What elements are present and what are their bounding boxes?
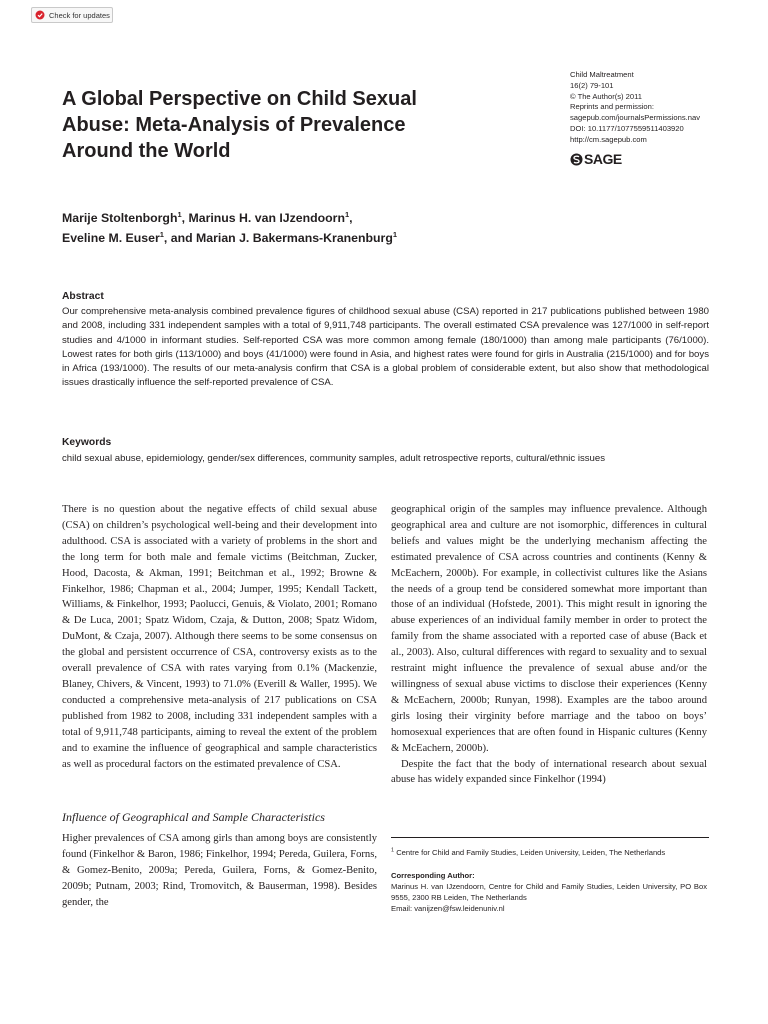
author-name: Marinus H. van IJzendoorn — [188, 211, 345, 225]
check-updates-icon — [35, 10, 45, 20]
sage-wordmark: SAGE — [584, 151, 622, 167]
body-column-right — [391, 502, 707, 788]
affiliation-footnote — [391, 848, 707, 859]
footnotes — [391, 848, 707, 915]
sage-swirl-icon — [570, 153, 583, 166]
journal-name: Child Maltreatment — [570, 70, 634, 79]
doi[interactable]: DOI: 10.1177/1077559511403920 — [570, 123, 684, 133]
affiliation-mark: 1 — [177, 209, 182, 219]
body-paragraph: geographical origin of the samples may influence prevalence. Although geographical area and culture are not isomorphic, differences in cultural beliefs and values might be the underlying mechanism affecting the estimated prevalence of CSA across countries and continents (Kenny & McEachern, 2000b). For example, in collectivist cultures like the Asians the needs of a group tend be considered somewhat more important than those of an individual (Hofstede, 2001). This might result in ignoring the abuse experiences of an individual family member in order to protect the family from the shame associated with a reported case of abuse (Back et al., 2003). Also, cultural differences with regard to sexuality and to sexual restraint might influence the prevalence of sexual abuse and/or the willingness of sexual abuse victims to disclose their experiences (Kenny & McEachern, 2000b; Runyan, 1998). Examples are the taboo around girls losing their virginity before marriage and the taboo on boys’ homosexual experiences that are often found in Hispanic cultures (Kenny & McEachern, 2000b). — [391, 504, 707, 754]
affiliation-mark: 1 — [159, 229, 164, 239]
sage-logo — [570, 151, 622, 167]
section-heading: Influence of Geographical and Sample Characteristics — [62, 810, 325, 824]
corresponding-author-label: Corresponding Author: — [391, 870, 475, 880]
corresponding-author-email[interactable]: Email: vanijzen@fsw.leidenuniv.nl — [391, 903, 505, 913]
keywords-text: child sexual abuse, epidemiology, gender/sex differences, community samples, adult retrospective reports, cultural/ethnic issues — [62, 453, 606, 464]
affiliation-mark: 1 — [392, 229, 398, 239]
abstract-heading: Abstract — [62, 291, 104, 302]
journal-info — [570, 70, 760, 146]
author-line-1: Marije Stoltenborgh$^1$, Marinus H. van IJzendoorn$^1$, — [62, 209, 353, 225]
author-name: and Marian J. Bakermans-Kranenburg — [170, 231, 393, 245]
affiliation-mark: 1 — [344, 209, 350, 219]
author-name: Marije Stoltenborgh — [62, 211, 178, 225]
copyright: © The Author(s) 2011 — [570, 91, 643, 101]
permissions-link[interactable]: sagepub.com/journalsPermissions.nav — [570, 113, 701, 123]
author-name: Eveline M. Euser — [62, 231, 160, 245]
affiliation-mark: 1 — [391, 847, 395, 854]
keywords-heading: Keywords — [62, 437, 112, 448]
footnote-divider — [391, 837, 709, 838]
article-title: A Global Perspective on Child Sexual Abuse: Meta-Analysis of Prevalence Around the World — [62, 88, 417, 162]
abstract-text: Our comprehensive meta-analysis combined prevalence figures of childhood sexual abuse (CSA) reported in 217 publications published between 1980 and 2008, including 331 independent samples with a total of 9,911,748 participants. The overall estimated CSA prevalence was 127/1000 in self-report studies and 4/1000 in informant studies. Self-reported CSA was more common among female (180/1000) than among male participants (76/1000). Lowest rates for both girls (113/1000) and boys (41/1000) were found in Asia, and highest rates were found for girls in Australia (215/1000) and for boys in Africa (193/1000). The results of our meta-analysis confirm that CSA is a global problem of considerable extent, but also show that methodological issues drastically influence the self-reported prevalence of CSA. — [62, 306, 709, 389]
affiliation-text: Centre for Child and Family Studies, Leiden University, Leiden, The Netherlands — [396, 848, 666, 857]
check-updates-label: Check for updates — [49, 10, 110, 20]
reprints-label: Reprints and permission: — [570, 102, 654, 112]
body-paragraph: Higher prevalences of CSA among girls than among boys are consistently found (Finkelhor & Baron, 1986; Finkelhor, 1994; Pereda, Guilera, Forns, & Gomez-Benito, 2009a; Pereda, Guilera, Forns, & Gomez-Benito, 2009b; Putnam, 2003; Rind, Tromovitch, & Bauserman, 1998). Besides gender, the — [62, 833, 377, 908]
corresponding-author-address: Marinus H. van IJzendoorn, Centre for Child and Family Studies, Leiden University, PO Box 9555, 2300 RB Leiden, The Netherlands — [391, 881, 707, 902]
check-for-updates-button[interactable] — [31, 7, 113, 23]
author-list — [62, 208, 682, 248]
journal-volume: 16(2) 79-101 — [570, 80, 614, 90]
body-paragraph: Despite the fact that the body of international research about sexual abuse has widely expanded since Finkelhor (1994) — [391, 758, 707, 786]
author-line-2: Eveline M. Euser$^1$, and Marian J. Bakermans-Kranenburg$^1$ — [62, 229, 398, 245]
journal-url[interactable]: http://cm.sagepub.com — [570, 134, 647, 144]
body-paragraph: There is no question about the negative effects of child sexual abuse (CSA) on children’s psychological well-being and their development into adulthood. CSA is associated with a variety of problems in the short and the long term for both male and female victims (Beitchman, Zucker, Hood, Dacosta, & Akman, 1991; Beitchman et al., 1992; Browne & Finkelhor, 1986; Chapman et al., 2004; Jumper, 1995; Kendall Tackett, Williams, & Finkelhor, 1993; Paolucci, Genuis, & Violato, 2001; Romano & De Luca, 2001; Spatz Widom, Czaja, & Dutton, 2008; Spatz Widom, DuMont, & Czaja, 2007). Although there seems to be some consensus on the global and persistent occurrence of CSA, controversy exists as to the overall prevalence of CSA with rates varying from 0.1% (Mackenzie, Blaney, Chivers, & Vincent, 1993) to 71.0% (Everill & Waller, 1995). We conducted a comprehensive meta-analysis of 217 publications on CSA published from 1982 to 2008, including 331 independent samples with a total of 9,911,748 participants, aiming to reveal the extent of the problem and to examine the influence of geographical and sample characteristics as well as procedural factors on the estimated prevalence of CSA. — [62, 504, 377, 770]
